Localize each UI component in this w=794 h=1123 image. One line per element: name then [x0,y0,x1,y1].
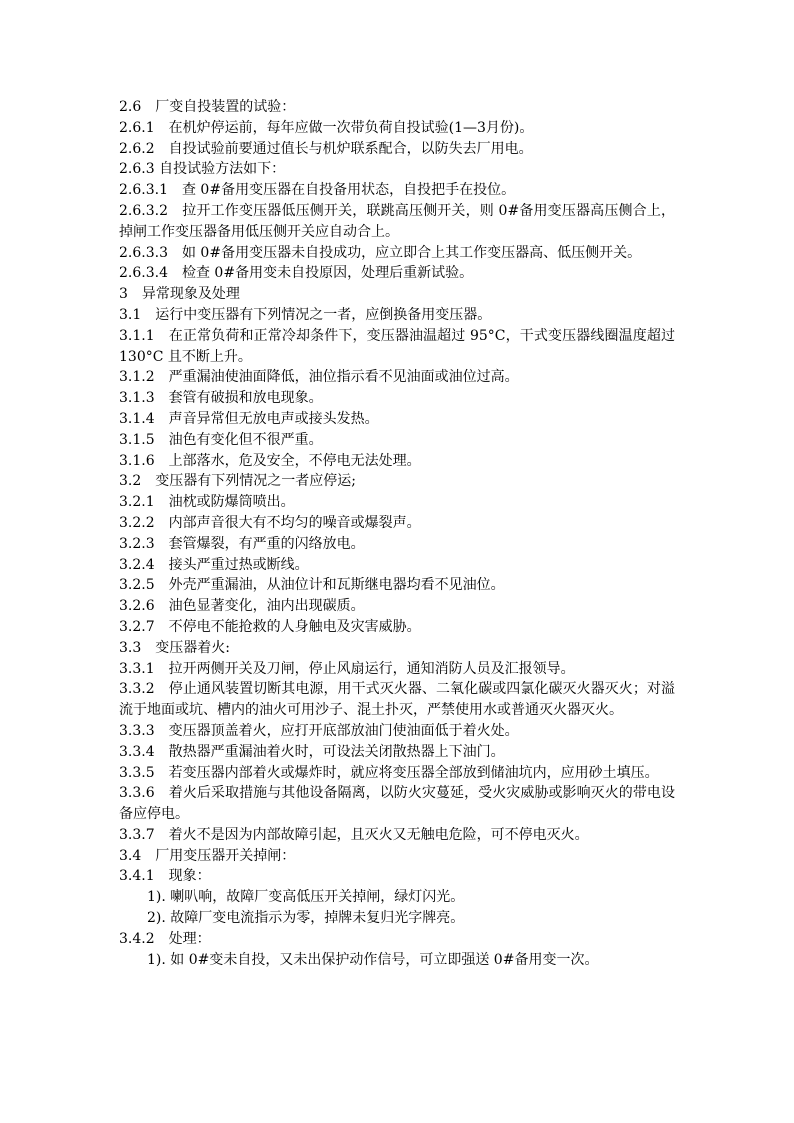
paragraph: 3.3.5 若变压器内部着火或爆炸时，就应将变压器全部放到储油坑内，应用砂土填压。 [119,764,659,781]
paragraph: 2.6.3.3 如 0#备用变压器未自投成功，应立即合上其工作变压器高、低压侧开关。 [119,244,642,261]
list-item: 1). 喇叭响，故障厂变高低压开关掉闸，绿灯闪光。 [147,889,465,906]
document-body [119,97,675,970]
paragraph: 3.2.6 油色显著变化，油内出现碳质。 [119,598,365,615]
list-item: 2). 故障厂变电流指示为零，掉牌未复归光字牌亮。 [147,910,465,927]
paragraph: 3.2.3 套管爆裂，有严重的闪络放电。 [119,535,365,552]
paragraph: 3.2.2 内部声音很大有不均匀的噪音或爆裂声。 [119,514,421,531]
paragraph: 3.2 变压器有下列情况之一者应停运; [119,473,356,490]
paragraph: 3.1.6 上部落水，危及安全，不停电无法处理。 [119,452,421,469]
paragraph: 3.3.2 停止通风装置切断其电源，用干式灭火器、二氧化碳或四氯化碳灭火器灭火；对溢流于地面或坑、槽内的油火可用沙子、混土扑灭，严禁使用水或普通灭火器灭火。 [119,681,675,719]
paragraph: 3.3.7 着火不是因为内部故障引起，且灭火又无触电危险，可不停电灭火。 [119,826,589,843]
paragraph: 3.4.2 处理： [119,930,211,947]
paragraph: 3.2.5 外壳严重漏油，从油位计和瓦斯继电器均看不见油位。 [119,577,505,594]
paragraph: 3.2.1 油枕或防爆筒喷出。 [119,494,295,511]
paragraph: 2.6.3.4 检查 0#备用变未自投原因，处理后重新试验。 [119,265,474,282]
paragraph: 2.6.3.1 查 0#备用变压器在自投备用状态，自投把手在投位。 [119,182,516,199]
paragraph: 3.3.4 散热器严重漏油着火时，可设法关闭散热器上下油门。 [119,743,505,760]
paragraph: 3.3.1 拉开两侧开关及刀闸，停止风扇运行，通知消防人员及汇报领导。 [119,660,575,677]
paragraph: 2.6.1 在机炉停运前，每年应做一次带负荷自投试验(1—3月份)。 [119,119,534,136]
paragraph: 2.6.3.2 拉开工作变压器低压侧开关，联跳高压侧开关，则 0#备用变压器高压侧合上，掉闸工作变压器备用低压侧开关应自动合上。 [119,202,675,240]
paragraph: 3.2.4 接头严重过热或断线。 [119,556,309,573]
section-heading: 3 异常现象及处理 [119,286,240,303]
paragraph: 3.3 变压器着火: [119,639,230,656]
paragraph: 2.6.3 自投试验方法如下： [119,161,286,178]
paragraph: 3.4.1 现象： [119,868,211,885]
paragraph: 3.1.5 油色有变化但不很严重。 [119,431,323,448]
paragraph: 3.2.7 不停电不能抢救的人身触电及灾害威胁。 [119,618,421,635]
paragraph: 2.6.2 自投试验前要通过值长与机炉联系配合，以防失去厂用电。 [119,140,533,157]
paragraph: 3.3.6 着火后采取措施与其他设备隔离，以防火灾蔓延，受火灾威胁或影响灭火的带电设备应停电。 [119,785,675,823]
paragraph: 3.3.3 变压器顶盖着火，应打开底部放油门使油面低于着火处。 [119,722,519,739]
paragraph: 3.1.1 在正常负荷和正常冷却条件下，变压器油温超过 95°C，干式变压器线圈温度超过 130°C 且不断上升。 [119,327,675,365]
list-item: 1). 如 0#变未自投，又未出保护动作信号，可立即强送 0#备用变一次。 [147,951,599,968]
paragraph: 3.1.2 严重漏油使油面降低，油位指示看不见油面或油位过高。 [119,369,519,386]
paragraph: 3.1 运行中变压器有下列情况之一者，应倒换备用变压器。 [119,306,492,323]
paragraph: 3.1.3 套管有破损和放电现象。 [119,390,323,407]
paragraph: 3.4 厂用变压器开关掉闸： [119,847,296,864]
paragraph: 3.1.4 声音异常但无放电声或接头发热。 [119,410,379,427]
section-heading: 2.6 厂变自投装置的试验： [119,99,296,115]
